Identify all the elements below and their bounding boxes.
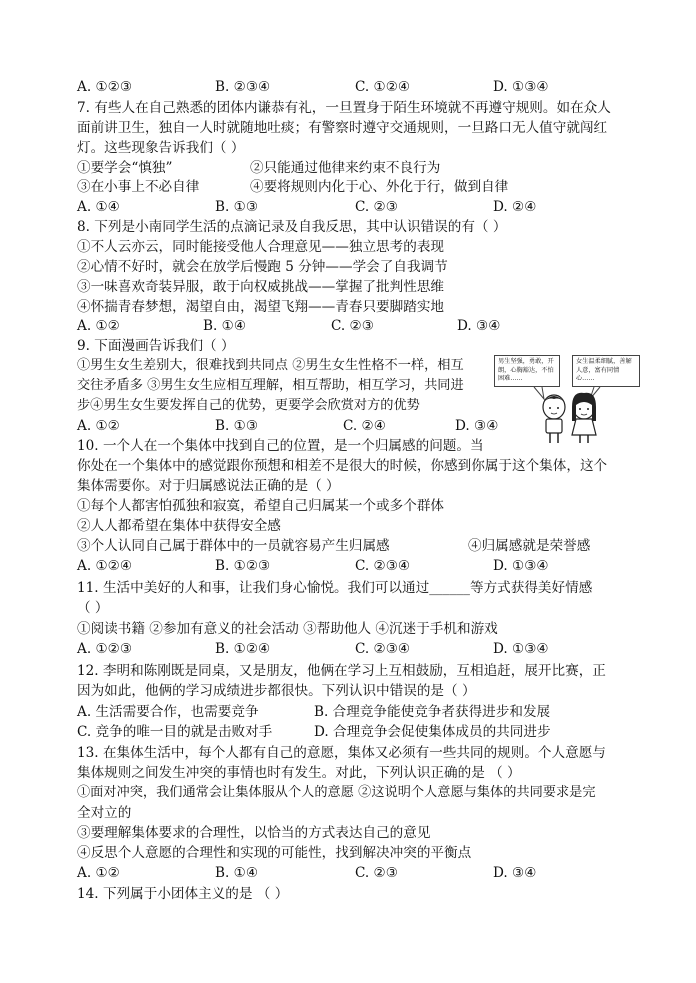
q12-stem-2: 因为如此，他俩的学习成绩进步都很快。下列认识中错误的是（ ）: [77, 683, 476, 699]
option-c[interactable]: C. ②④: [343, 418, 386, 434]
q7-stem-1: 7. 有些人在自己熟悉的团体内谦恭有礼，一旦置身于陌生环境就不再遵守规则。如在众人: [77, 100, 611, 116]
option-a[interactable]: A. ①②: [77, 865, 120, 881]
option-a[interactable]: A. ①②: [77, 418, 120, 434]
q12-option-d[interactable]: D. 合理竞争会促使集体成员的共同进步: [314, 724, 551, 740]
q7-statement-3: ③在小事上不必自律: [77, 179, 200, 195]
q13-stem-1: 13. 在集体生活中，每个人都有自己的意愿，集体又必须有一些共同的规则。个人意愿与: [77, 745, 606, 761]
q10-statement-2: ②人人都希望在集体中获得安全感: [77, 518, 281, 534]
q7-statement-2: ②只能通过他律来约束不良行为: [250, 160, 441, 176]
option-b[interactable]: B. ①②③: [215, 558, 271, 574]
q13-statement-1-cont: 全对立的: [77, 805, 132, 821]
option-a[interactable]: A. ①②: [77, 318, 120, 334]
option-a[interactable]: A. ①②④: [77, 558, 133, 574]
q8-statement-3: ③一味喜欢奇装异服，敢于向权威挑战——掌握了批判性思维: [77, 279, 445, 295]
option-c[interactable]: C. ②③: [331, 318, 374, 334]
q8-statement-2: ②心情不好时，就会在放学后慢跑 5 分钟——学会了自我调节: [77, 259, 448, 275]
q12-option-a[interactable]: A. 生活需要合作，也需要竞争: [77, 704, 259, 720]
q9-statement-2: 交往矛盾多 ③男生女生应相互理解，相互帮助，相互学习，共同进: [77, 378, 464, 393]
q13-statement-1: ①面对冲突，我们通常会让集体服从个人的意愿 ②这说明个人意愿与集体的共同要求是完: [77, 785, 596, 800]
options-top: [77, 77, 637, 97]
option-b[interactable]: B. ①③: [215, 199, 259, 215]
q13-stem-2: 集体规则之间发生冲突的事情也时有发生。对此，下列认识正确的是 （ ）: [77, 765, 521, 781]
option-d[interactable]: D. ①③④: [493, 558, 549, 574]
q10-options: [77, 556, 637, 576]
option-d[interactable]: D. ①③④: [493, 641, 549, 657]
q8-stem: 8. 下列是小南同学生活的点滴记录及自我反思，其中认识错误的有（ ）: [77, 219, 507, 235]
q10-statement-4: ④归属感就是荣誉感: [468, 538, 591, 554]
q9-statement-1: ①男生女生差别大，很难找到共同点 ②男生女生性格不一样，相互: [77, 358, 464, 373]
q10-stem-2: 你处在一个集体中的感觉跟你预想和相差不是很大的时候，你感到你属于这个集体，这个: [77, 458, 608, 474]
option-d[interactable]: D. ①③④: [493, 79, 549, 95]
option-c[interactable]: C. ②③: [355, 865, 398, 881]
q7-options: [77, 197, 637, 217]
option-a[interactable]: A. ①②③: [77, 79, 133, 95]
q11-stem-2: （ ）: [77, 600, 109, 616]
option-d[interactable]: D. ③④: [455, 418, 499, 434]
option-d[interactable]: D. ③④: [457, 318, 501, 334]
q7-statement-1: ①要学会“慎独”: [77, 160, 173, 176]
speech-bubble-boy: 男生坚强，勇敢，开朗，心胸豁达，不怕困难……: [494, 355, 560, 387]
q8-statement-1: ①不人云亦云，同时能接受他人合理意见——独立思考的表现: [77, 239, 445, 255]
q10-statement-3: ③个人认同自己属于群体中的一员就容易产生归属感: [77, 538, 390, 554]
q8-options: [77, 316, 637, 336]
option-b[interactable]: B. ①②④: [215, 641, 271, 657]
q11-statements: ①阅读书籍 ②参加有意义的社会活动 ③帮助他人 ④沉迷于手机和游戏: [77, 621, 498, 637]
option-b[interactable]: B. ①③: [215, 418, 259, 434]
option-b[interactable]: B. ②③④: [215, 79, 271, 95]
speech-bubble-girl: 女生温柔细腻，善解人意，富有同情心……: [572, 355, 640, 387]
option-a[interactable]: A. ①②③: [77, 641, 133, 657]
option-b[interactable]: B. ①④: [203, 318, 247, 334]
q7-stem-3: 灯。这些现象告诉我们（ ）: [77, 140, 245, 156]
q10-statement-1: ①每个人都害怕孤独和寂寞，希望自己归属某一个或多个群体: [77, 498, 445, 514]
option-a[interactable]: A. ①④: [77, 199, 120, 215]
q13-options: [77, 863, 637, 883]
option-d[interactable]: D. ②④: [493, 199, 537, 215]
option-d[interactable]: D. ③④: [493, 865, 537, 881]
q12-stem-1: 12. 李明和陈刚既是同桌，又是朋友，他俩在学习上互相鼓励，互相追赶，展开比赛，正: [77, 663, 606, 679]
q12-option-b[interactable]: B. 合理竞争能使竞争者获得进步和发展: [314, 704, 551, 720]
q12-option-c[interactable]: C. 竞争的唯一目的就是击败对手: [77, 724, 273, 740]
q10-stem-3: 集体需要你。对于归属感说法正确的是（ ）: [77, 478, 340, 494]
q10-stem-1: 10. 一个人在一个集体中找到自己的位置，是一个归属感的问题。当: [77, 438, 484, 454]
option-c[interactable]: C. ①②④: [355, 79, 411, 95]
q11-stem-1: 11. 生活中美好的人和事，让我们身心愉悦。我们可以通过______等方式获得美好情感: [77, 580, 593, 596]
q13-statement-3: ③要理解集体要求的合理性，以恰当的方式表达自己的意见: [77, 825, 431, 841]
q13-statement-4: ④反思个人意愿的合理性和实现的可能性，找到解决冲突的平衡点: [77, 845, 472, 861]
q9-statement-3: 步④男生女生要发挥自己的优势，更要学会欣赏对方的优势: [77, 398, 420, 413]
option-b[interactable]: B. ①④: [215, 865, 259, 881]
q8-statement-4: ④怀揣青春梦想，渴望自由，渴望飞翔——青春只要脚踏实地: [77, 299, 445, 315]
option-c[interactable]: C. ②③④: [355, 641, 411, 657]
q9-stem: 9. 下面漫画告诉我们（ ）: [77, 338, 235, 354]
cartoon-illustration: [494, 349, 642, 445]
option-c[interactable]: C. ②③④: [355, 558, 411, 574]
q9-options: [77, 416, 499, 436]
option-c[interactable]: C. ②③: [355, 199, 398, 215]
q14-stem: 14. 下列属于小团体主义的是 （ ）: [77, 886, 289, 902]
q11-options: [77, 639, 637, 659]
q7-stem-2: 面前讲卫生，独自一人时就随地吐痰；有警察时遵守交通规则，一旦路口无人值守就闯红: [77, 120, 608, 136]
q7-statement-4: ④要将规则内化于心、外化于行，做到自律: [250, 179, 509, 195]
boy-girl-drawing: [494, 349, 642, 445]
